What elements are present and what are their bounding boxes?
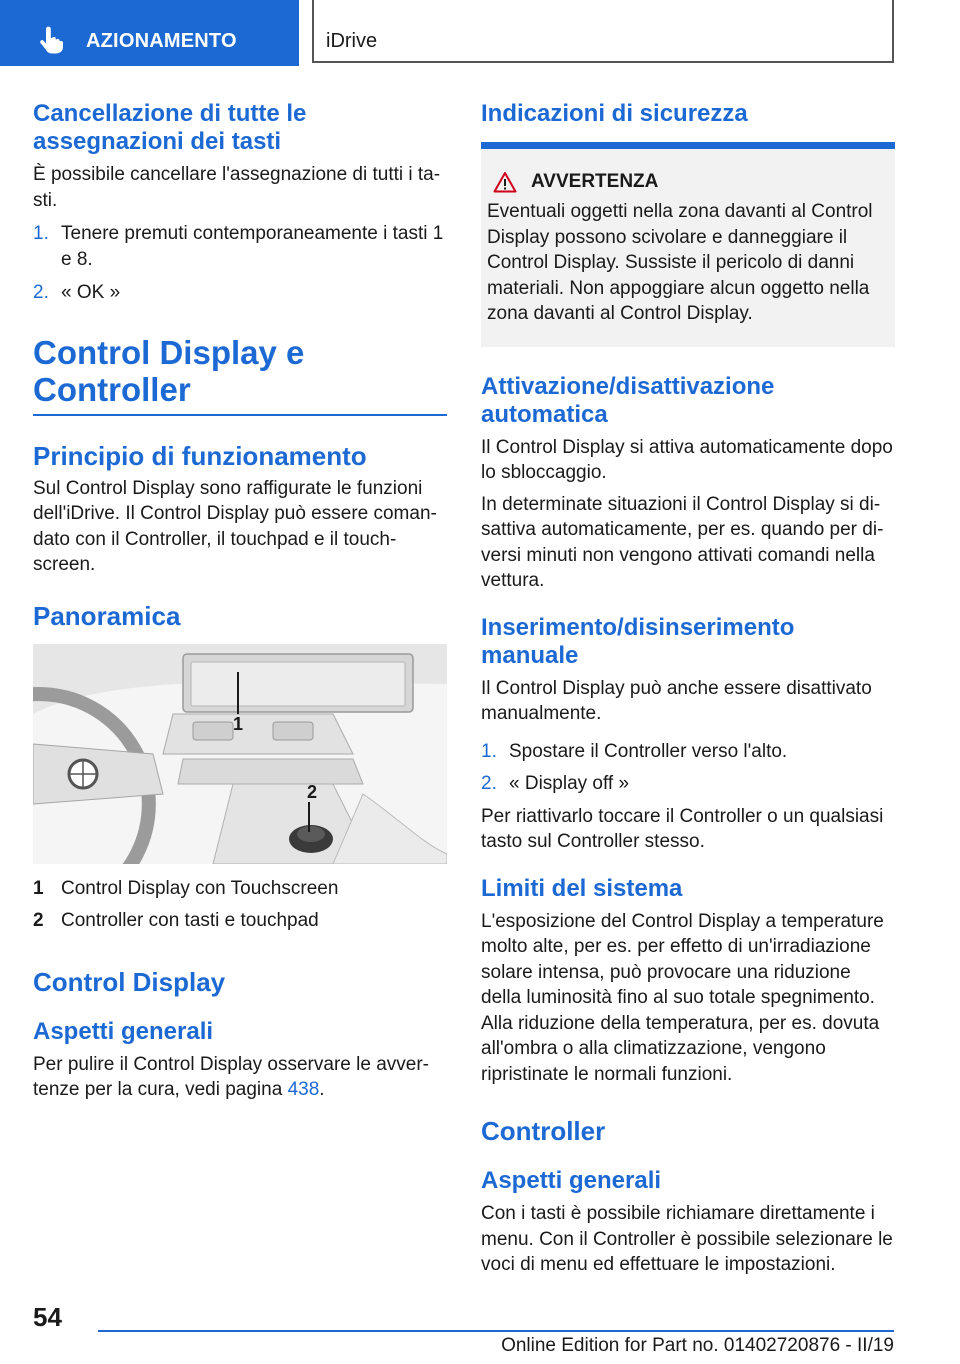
auto-activation-text-1: Il Control Display si attiva automaticamente dopo lo sbloccaggio. bbox=[481, 436, 893, 483]
principle-text: Sul Control Display sono raffigurate le funzioni dell'iDrive. Il Control Display può essere comandato con il Controller, il touchpad e il touchscreen. bbox=[33, 477, 437, 575]
figure-callout-1: 1 bbox=[232, 713, 244, 734]
dashboard-illustration bbox=[33, 644, 447, 864]
overview-heading: Panoramica bbox=[33, 600, 181, 631]
manual-text: Il Control Display può anche essere disattivato manualmente. bbox=[481, 677, 872, 724]
controller-general-heading: Aspetti generali bbox=[481, 1167, 662, 1194]
page-link[interactable]: 438 bbox=[287, 1079, 320, 1100]
controller-text: Con i tasti è possibile richiamare direttamente i menu. Con il Controller è possibile selezionare le voci di menu ed effettuare le impostazioni. bbox=[481, 1203, 893, 1275]
legend-item: 2 Controller con tasti e touchpad bbox=[33, 910, 319, 931]
delete-assignments-text: È possibile cancellare l'assegnazione di tutti i tasti. bbox=[33, 164, 441, 211]
safety-heading: Indicazioni di sicurezza bbox=[481, 100, 748, 127]
list-item: 2. « OK » bbox=[33, 282, 121, 303]
touch-hand-icon bbox=[38, 26, 64, 59]
list-item: 1. Spostare il Controller verso l'alto. bbox=[481, 740, 788, 762]
general-aspects-text: Per pulire il Control Display osservare le avvertenze per la cura, vedi pagina 438. bbox=[33, 1053, 429, 1100]
limits-heading: Limiti del sistema bbox=[481, 874, 683, 902]
controller-heading: Controller bbox=[481, 1116, 606, 1146]
figure-legend bbox=[33, 876, 447, 934]
legend-item: 1 Control Display con Touchscreen bbox=[33, 877, 339, 899]
warning-text: Eventuali oggetti nella zona davanti al Control Display possono scivolare e danneggiare il Control Display. Sussiste il pericolo di danni materiali. Non appoggiare alcun oggetto nella zona davanti al Control Display. bbox=[487, 201, 873, 324]
principle-heading: Principio di funzionamento bbox=[33, 440, 367, 471]
manual-after-text: Per riattivarlo toccare il Controller o un qualsiasi tasto sul Controller stesso. bbox=[481, 805, 884, 852]
delete-assignments-heading: Cancellazione di tutte le assegnazioni dei tasti bbox=[33, 100, 307, 155]
warning-label: AVVERTENZA bbox=[531, 171, 659, 192]
list-item: 2. « Display off » bbox=[481, 773, 630, 794]
manual-heading: Inserimento/disinserimento manuale bbox=[481, 613, 795, 669]
general-aspects-heading: Aspetti generali bbox=[33, 1017, 214, 1045]
page-number: 54 bbox=[33, 1302, 62, 1332]
warning-triangle-icon bbox=[493, 171, 517, 193]
list-item: 1. Tenere premuti contemporaneamente i tasti 1 e 8. bbox=[33, 223, 444, 270]
auto-activation-text-2: In determinate situazioni il Control Display si disattiva automaticamente, per es. quando per diversi minuti non vengono attivati comandi nella vettura. bbox=[481, 493, 884, 591]
main-heading: Control Display e Controller bbox=[33, 334, 447, 416]
footer bbox=[98, 1330, 894, 1364]
limits-text: L'esposizione del Control Display a temperature molto alte, per es. per effetto di un'irradiazione solare intensa, può provocare una riduzione della luminosità fino al suo totale spegnimento. Alla riduzione della temperatura, per es. dovuta all'ombra o alla climatizzazione, vengono ripristinate le normali funzioni. bbox=[481, 910, 884, 1085]
control-display-heading: Control Display bbox=[33, 966, 226, 997]
figure-callout-2: 2 bbox=[306, 781, 318, 802]
warning-box bbox=[481, 149, 895, 347]
warning-bar bbox=[481, 142, 895, 149]
delete-steps-list bbox=[33, 221, 447, 306]
auto-activation-heading: Attivazione/disattivazione automatica bbox=[481, 372, 775, 428]
section-tab bbox=[0, 0, 299, 66]
section-title: AZIONAMENTO bbox=[86, 30, 237, 52]
edition-text: Online Edition for Part no. 01402720876 - II/19 bbox=[501, 1335, 894, 1356]
chapter-frame bbox=[312, 0, 894, 63]
left-column bbox=[33, 100, 447, 1103]
chapter-title: iDrive bbox=[326, 30, 378, 52]
right-column bbox=[481, 100, 895, 1278]
manual-steps-list bbox=[481, 739, 895, 797]
